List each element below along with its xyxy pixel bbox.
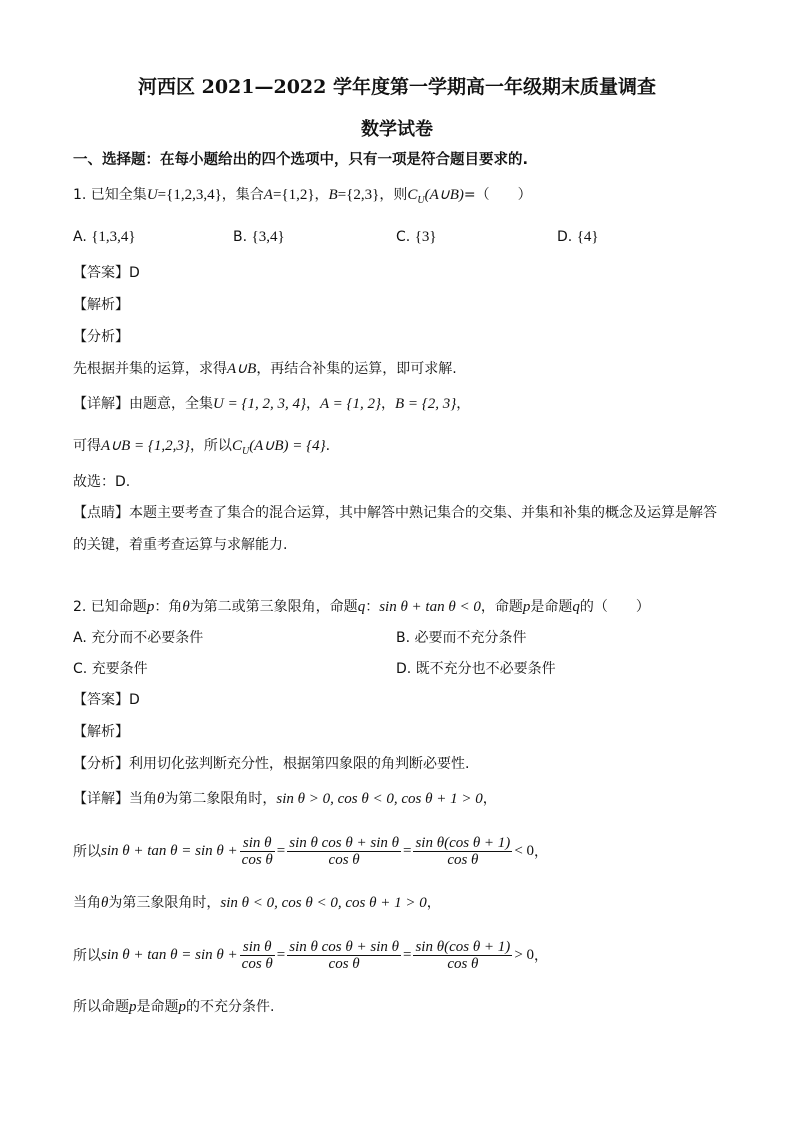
fraction: $\frac{\text{sin θ}}{\text{cos θ}}$ <box>241 938 273 972</box>
q1-option-c: C. {3} <box>396 229 437 245</box>
q1-choose: 故选：D. <box>73 474 131 490</box>
fraction: $\frac{\text{sin θ(cos θ + 1)}}{\text{cos θ}}$ <box>415 938 511 972</box>
q1-option-b: B. {3,4} <box>233 229 285 245</box>
q1-detail: 【详解】由题意，全集U = {1, 2, 3, 4}，A = {1, 2}，B = {2, 3}， <box>73 396 471 412</box>
q2-option-d: D. 既不充分也不必要条件 <box>396 661 556 677</box>
q2-stem: 2. 已知命题p：角θ为第二或第三象限角，命题q：sin θ + tan θ < 0，命题p是命题q的（ ） <box>73 599 650 615</box>
fraction: $\frac{\text{sin θ cos θ + sin θ}}{\text{cos θ}}$ <box>289 834 399 868</box>
q2-conclusion: 所以命题p是命题p的不充分条件. <box>73 999 275 1015</box>
q2-detail-case2: 【详解】当角θ为第二象限角时，sin θ > 0, cos θ < 0, cos θ + 1 > 0， <box>73 791 497 807</box>
page-title: 河西区 2021—2022 学年度第一学期高一年级期末质量调查 <box>138 76 656 98</box>
q2-option-b: B. 必要而不充分条件 <box>396 630 527 646</box>
q1-fenxi: 先根据并集的运算，求得A∪B，再结合补集的运算，即可求解. <box>73 361 457 377</box>
q2-analysis-tag: 【解析】 <box>73 724 129 740</box>
fraction: $\frac{\text{sin θ(cos θ + 1)}}{\text{cos θ}}$ <box>415 834 511 868</box>
section-heading: 一、选择题：在每小题给出的四个选项中，只有一项是符合题目要求的. <box>73 152 529 168</box>
fraction: $\frac{\text{sin θ}}{\text{cos θ}}$ <box>241 834 273 868</box>
q1-comment-line1: 【点睛】本题主要考查了集合的混合运算，其中解答中熟记集合的交集、并集和补集的概念及运算是解答 <box>73 505 717 521</box>
q1-option-a: A. {1,3,4} <box>73 229 136 245</box>
q2-option-c: C. 充要条件 <box>73 661 148 677</box>
page-subtitle: 数学试卷 <box>361 119 433 140</box>
q1-analysis-tag: 【解析】 <box>73 297 129 313</box>
q1-comment-line2: 的关键，着重考查运算与求解能力. <box>73 537 288 553</box>
q2-answer: 【答案】D <box>73 692 140 708</box>
q2-option-a: A. 充分而不必要条件 <box>73 630 204 646</box>
fraction: $\frac{\text{sin θ cos θ + sin θ}}{\text{cos θ}}$ <box>289 938 399 972</box>
q2-formula-case2: 所以 sin θ + tan θ = sin θ + $\frac{\text{sin θ}}{\text{cos θ}}$ = $\frac{\text{sin θ cos θ + sin θ}}{\text{cos θ}}$ = $\frac{\text{sin θ(cos θ + 1)}}{\text{cos θ}}$ < 0 ， <box>73 834 549 868</box>
q1-answer: 【答案】D <box>73 265 140 281</box>
q1-derivation: 可得A∪B = {1,2,3}，所以$C_U(A\cup B) = \{4\}$. <box>73 438 331 457</box>
q2-formula-case3: 所以 sin θ + tan θ = sin θ + $\frac{\text{sin θ}}{\text{cos θ}}$ = $\frac{\text{sin θ cos θ + sin θ}}{\text{cos θ}}$ = $\frac{\text{sin θ(cos θ + 1)}}{\text{cos θ}}$ > 0 ， <box>73 938 549 972</box>
q1-fenxi-tag: 【分析】 <box>73 329 129 345</box>
q2-detail-case3: 当角θ为第三象限角时，sin θ < 0, cos θ < 0, cos θ + 1 > 0， <box>73 895 441 911</box>
q1-option-d: D. {4} <box>557 229 599 245</box>
q1-stem: 1. 已知全集U={1,2,3,4}，集合A={1,2}，B={2,3}，则$C_U(A\cup B)=$（ ） <box>73 187 532 206</box>
q2-fenxi: 【分析】利用切化弦判断充分性，根据第四象限的角判断必要性. <box>73 756 470 772</box>
